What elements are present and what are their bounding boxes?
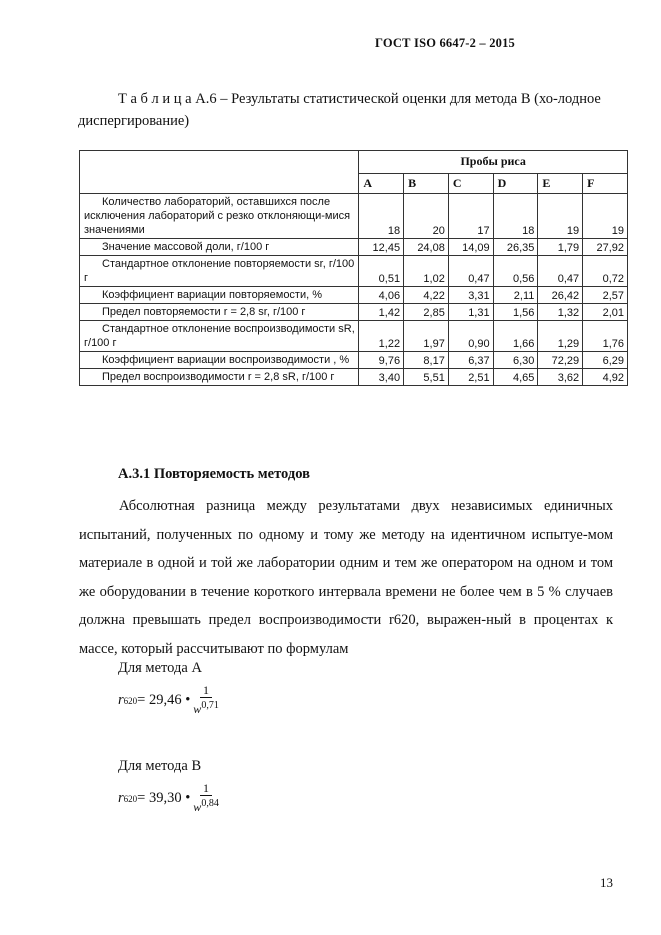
- table-cell: 1,32: [538, 304, 583, 321]
- category-header-cell: C: [448, 174, 493, 194]
- row-label: Значение массовой доли, г/100 г: [80, 239, 359, 256]
- row-label: Стандартное отклонение воспроизводимости sR, г/100 г: [80, 321, 359, 352]
- table-cell: 1,42: [359, 304, 404, 321]
- document-header: ГОСТ ISO 6647-2 – 2015: [375, 36, 515, 50]
- table-cell: 0,56: [493, 256, 538, 287]
- table-cell: 2,51: [448, 369, 493, 386]
- table-row: [80, 304, 628, 321]
- table-cell: 17: [448, 194, 493, 239]
- table-cell: 8,17: [404, 352, 449, 369]
- formula-method-a: [118, 684, 219, 717]
- table-cell: 14,09: [448, 239, 493, 256]
- table-cell: 0,51: [359, 256, 404, 287]
- table-cell: 3,40: [359, 369, 404, 386]
- fraction-numerator: 1: [200, 684, 212, 698]
- row-label: Стандартное отклонение повторяемости sr, г/100 г: [80, 256, 359, 287]
- table-cell: 19: [583, 194, 628, 239]
- formula-sub: 620: [123, 793, 138, 804]
- table-row: [80, 256, 628, 287]
- table-cell: 3,62: [538, 369, 583, 386]
- empty-header-cell: [80, 151, 359, 194]
- formula-coef: = 39,30 •: [137, 790, 191, 806]
- group-header: Пробы риса: [359, 151, 628, 174]
- row-label: Предел воспроизводимости r = 2,8 sR, г/100 г: [80, 369, 359, 386]
- table-cell: 0,47: [448, 256, 493, 287]
- table-cell: 1,56: [493, 304, 538, 321]
- table-cell: 1,97: [404, 321, 449, 352]
- table-cell: 3,31: [448, 287, 493, 304]
- table-cell: 1,76: [583, 321, 628, 352]
- table-caption: [78, 88, 618, 132]
- formula-fraction: [193, 782, 219, 815]
- table-row: [80, 369, 628, 386]
- table-cell: 2,85: [404, 304, 449, 321]
- table-cell: 26,35: [493, 239, 538, 256]
- table-cell: 27,92: [583, 239, 628, 256]
- row-label: Предел повторяемости r = 2,8 sr, г/100 г: [80, 304, 359, 321]
- table-header-row: [80, 151, 628, 174]
- table-cell: 6,29: [583, 352, 628, 369]
- category-header-cell: D: [493, 174, 538, 194]
- table-cell: 1,66: [493, 321, 538, 352]
- table-cell: 0,47: [538, 256, 583, 287]
- body-paragraph: [79, 492, 613, 663]
- paragraph-text: Абсолютная разница между результатами двух независимых единичных испытаний, полученных по одному и тому же методу на идентичном испытуе-мом материале в одной и той же лаборатории одним и тем же оператором на одном и том же оборудовании в течение короткого интервала времени не более чем в 5 % случаев должна превышать предел воспроизводимости r620, выражен-ный в процентах к массе, который рассчитывают по формулам: [79, 498, 613, 657]
- formula-fraction: [193, 684, 219, 717]
- row-label: Коэффициент вариации повторяемости, %: [80, 287, 359, 304]
- table-cell: 12,45: [359, 239, 404, 256]
- page-number: 13: [600, 875, 613, 890]
- table-cell: 4,22: [404, 287, 449, 304]
- formula-var: r: [118, 790, 124, 806]
- table-cell: 2,01: [583, 304, 628, 321]
- results-table: [79, 150, 628, 386]
- caption-text: – Результаты статистической оценки для метода В (хо-лодное диспергирование): [78, 91, 601, 129]
- table-cell: 19: [538, 194, 583, 239]
- table-cell: 9,76: [359, 352, 404, 369]
- caption-label: Т а б л и ц а А.6: [118, 91, 217, 107]
- formula-sub: 620: [123, 695, 138, 706]
- row-label: Количество лабораторий, оставшихся после исключения лабораторий с резко отклоняющи-мися значениями: [80, 194, 359, 239]
- table-row: [80, 239, 628, 256]
- category-header-cell: A: [359, 174, 404, 194]
- table-cell: 0,90: [448, 321, 493, 352]
- table-row: [80, 194, 628, 239]
- fraction-denominator: $w^{0,71}$: [193, 700, 219, 716]
- table-cell: 5,51: [404, 369, 449, 386]
- table-cell: 4,92: [583, 369, 628, 386]
- table-cell: 2,57: [583, 287, 628, 304]
- table-row: [80, 352, 628, 369]
- fraction-denominator: $w^{0,84}$: [193, 798, 219, 814]
- table-cell: 4,65: [493, 369, 538, 386]
- table-row: [80, 287, 628, 304]
- table-cell: 18: [359, 194, 404, 239]
- table-cell: 1,31: [448, 304, 493, 321]
- formula-method-b: [118, 782, 219, 815]
- table-cell: 20: [404, 194, 449, 239]
- table-cell: 18: [493, 194, 538, 239]
- table-cell: 2,11: [493, 287, 538, 304]
- table-cell: 1,29: [538, 321, 583, 352]
- table-cell: 6,37: [448, 352, 493, 369]
- table-cell: 0,72: [583, 256, 628, 287]
- formula-coef: = 29,46 •: [137, 692, 191, 708]
- table-cell: 1,79: [538, 239, 583, 256]
- section-title: А.3.1 Повторяемость методов: [118, 466, 310, 482]
- category-header-cell: B: [404, 174, 449, 194]
- table-cell: 6,30: [493, 352, 538, 369]
- table-row: [80, 321, 628, 352]
- table-cell: 1,02: [404, 256, 449, 287]
- category-header-cell: E: [538, 174, 583, 194]
- formula-var: r: [118, 692, 124, 708]
- table-cell: 4,06: [359, 287, 404, 304]
- method-b-label: Для метода В: [118, 758, 202, 774]
- row-label: Коэффициент вариации воспроизводимости , %: [80, 352, 359, 369]
- method-a-label: Для метода А: [118, 660, 202, 676]
- table-cell: 24,08: [404, 239, 449, 256]
- table-cell: 1,22: [359, 321, 404, 352]
- table-cell: 72,29: [538, 352, 583, 369]
- fraction-numerator: 1: [200, 782, 212, 796]
- category-header-cell: F: [583, 174, 628, 194]
- table-cell: 26,42: [538, 287, 583, 304]
